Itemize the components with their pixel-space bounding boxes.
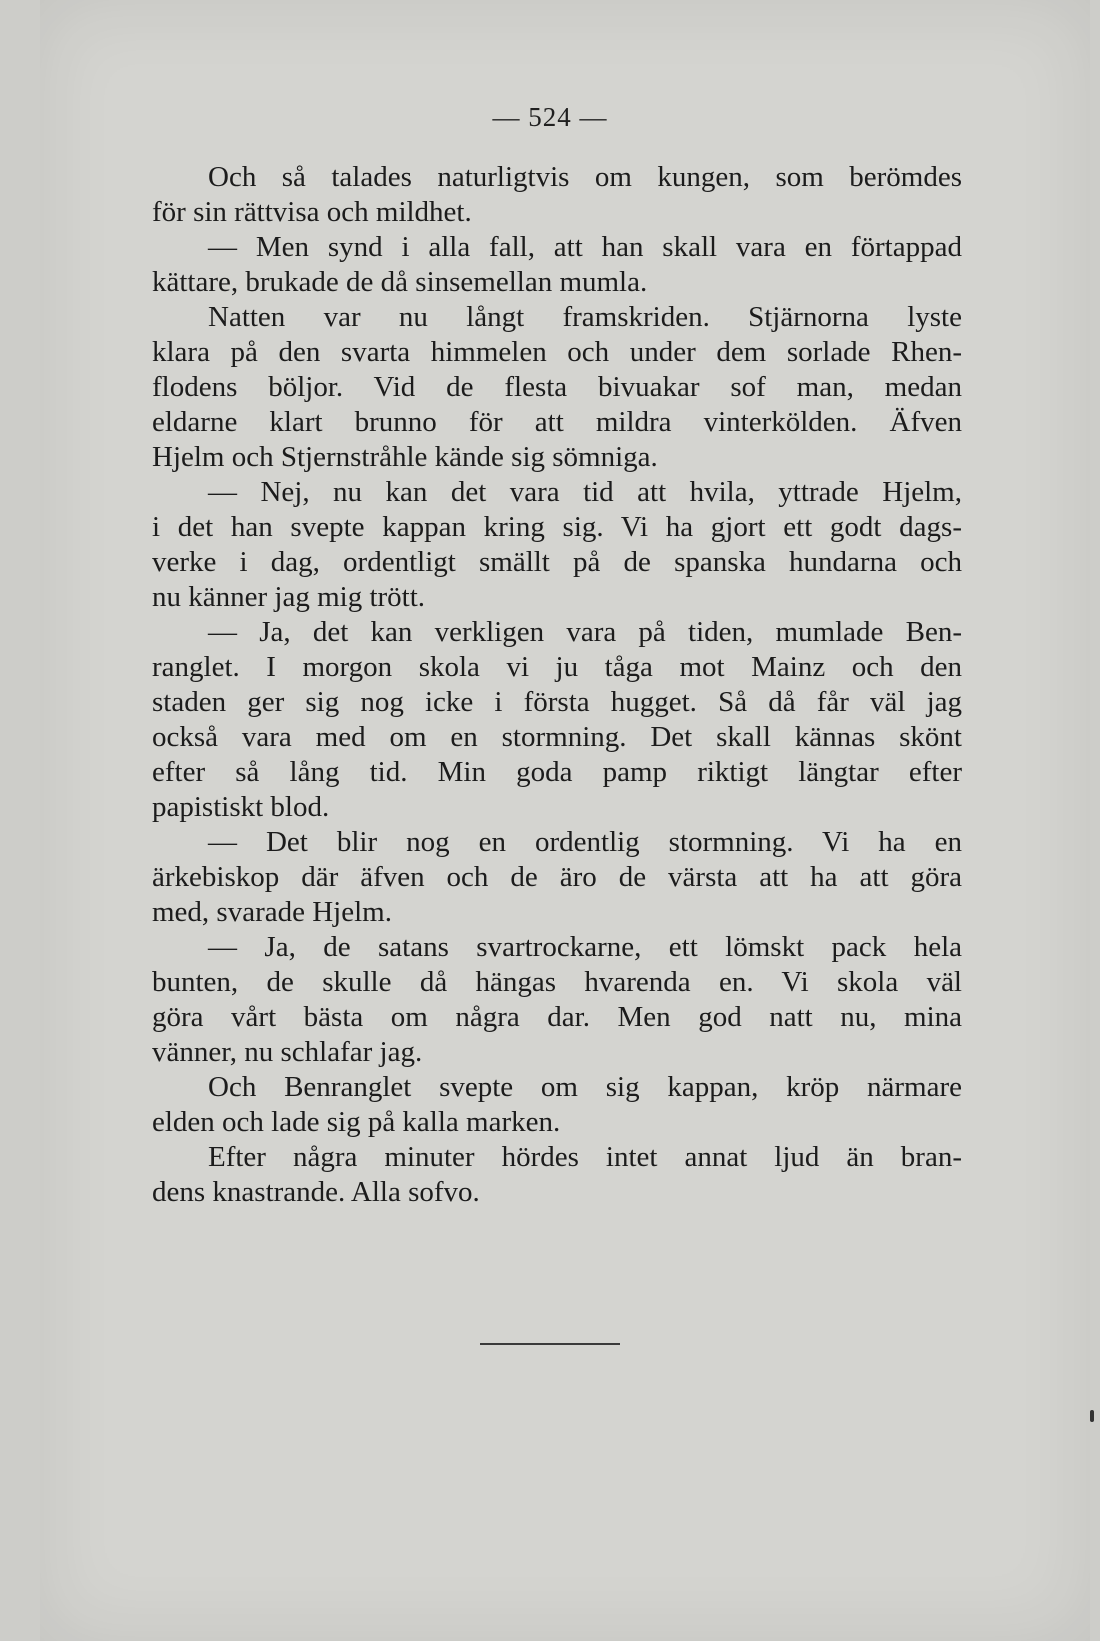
text-line: för sin rättvisa och mildhet. [152, 196, 472, 228]
text-line: ranglet. I morgon skola vi ju tåga mot Mainz och den [152, 651, 962, 683]
text-line: göra vårt bästa om några dar. Men god natt nu, mina [152, 1001, 962, 1033]
text-line: Hjelm och Stjernstråhle kände sig sömniga. [152, 441, 658, 473]
text-line: bunten, de skulle då hängas hvarenda en. Vi skola väl [152, 966, 962, 998]
text-line: — Det blir nog en ordentlig stormning. Vi ha en [208, 826, 962, 858]
text-line: — Nej, nu kan det vara tid att hvila, yttrade Hjelm, [208, 476, 962, 508]
paragraph [152, 615, 962, 825]
paragraph [152, 475, 962, 615]
text-line: klara på den svarta himmelen och under dem sorlade Rhen- [152, 336, 962, 368]
text-line: eldarne klart brunno för att mildra vinterkölden. Äfven [152, 406, 962, 438]
text-line: Natten var nu långt framskriden. Stjärnorna lyste [208, 301, 962, 333]
text-line: — Ja, de satans svartrockarne, ett lömskt pack hela [208, 931, 962, 963]
text-line: dens knastrande. Alla sofvo. [152, 1176, 480, 1208]
paragraph [152, 1140, 962, 1210]
text-line: efter så lång tid. Min goda pamp riktigt längtar efter [152, 756, 962, 788]
text-line: vänner, nu schlafar jag. [152, 1036, 423, 1068]
text-line: flodens böljor. Vid de flesta bivuakar sof man, medan [152, 371, 962, 403]
text-line: papistiskt blod. [152, 791, 330, 823]
text-line: Efter några minuter hördes intet annat ljud än bran- [208, 1141, 962, 1173]
text-line: Och Benranglet svepte om sig kappan, kröp närmare [208, 1071, 962, 1103]
text-line: nu känner jag mig trött. [152, 581, 426, 613]
text-line: kättare, brukade de då sinsemellan mumla. [152, 266, 648, 298]
paragraph [152, 160, 962, 230]
text-line: — Men synd i alla fall, att han skall vara en förtappad [208, 231, 962, 263]
paragraph [152, 300, 962, 475]
text-line: också vara med om en stormning. Det skall kännas skönt [152, 721, 962, 753]
text-line: med, svarade Hjelm. [152, 896, 392, 928]
text-line: i det han svepte kappan kring sig. Vi ha gjort ett godt dags- [152, 511, 962, 543]
paragraph [152, 930, 962, 1070]
text-line: staden ger sig nog icke i första hugget. Så då får väl jag [152, 686, 962, 718]
paragraph [152, 825, 962, 930]
body-text [152, 160, 962, 1210]
text-line: — Ja, det kan verkligen vara på tiden, mumlade Ben- [208, 616, 962, 648]
paragraph [152, 1070, 962, 1140]
text-line: ärkebiskop där äfven och de äro de värsta att ha att göra [152, 861, 962, 893]
page-edge-mark [1090, 1410, 1094, 1422]
paragraph [152, 230, 962, 300]
end-rule [480, 1343, 620, 1345]
text-line: verke i dag, ordentligt smällt på de spanska hundarna och [152, 546, 962, 578]
text-line: Och så talades naturligtvis om kungen, som berömdes [208, 161, 962, 193]
page-number: — 524 — [492, 102, 608, 132]
text-line: elden och lade sig på kalla marken. [152, 1106, 561, 1138]
